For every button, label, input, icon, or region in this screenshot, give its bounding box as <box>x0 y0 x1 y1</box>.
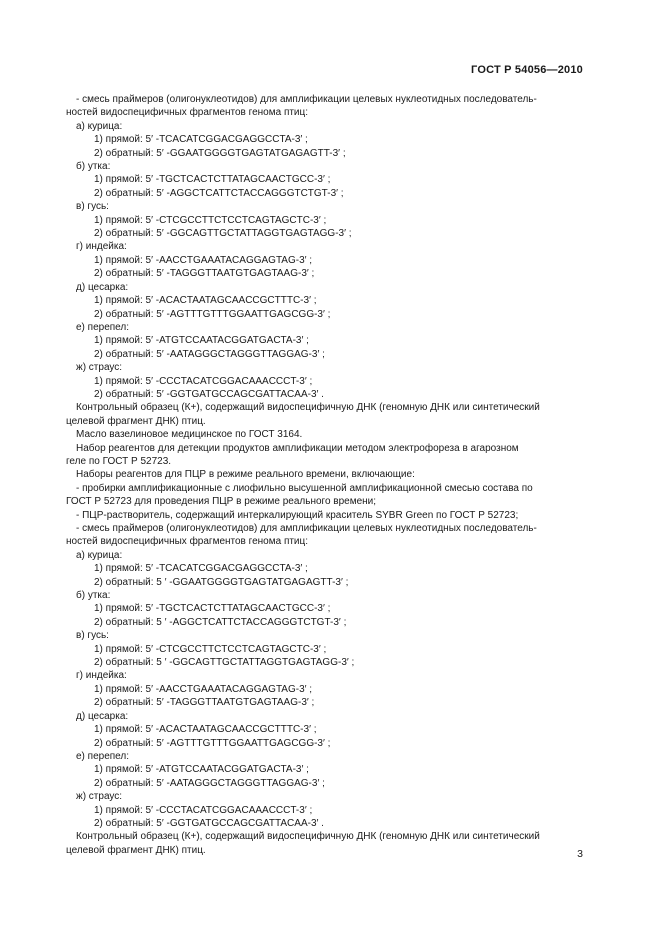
primer-reverse: 2) обратный: 5′ -AGGCTCATTCTACCAGGGTCTGT-3′ ; <box>94 187 344 199</box>
species-label: е) перепел: <box>76 321 130 333</box>
primer-reverse: 2) обратный: 5′ -GGCAGTTGCTATTAGGTGAGTAGG-3′ ; <box>94 228 352 240</box>
primer-reverse: 2) обратный: 5′ -AATAGGGCTAGGGTTAGGAG-3′ ; <box>94 348 325 360</box>
primer-intro: - смесь праймеров (олигонуклеотидов) для амплификации целевых нуклеотидных последователь- <box>76 523 537 534</box>
species-label: г) индейка: <box>76 241 127 253</box>
primer-reverse: 2) обратный: 5′ -AGTTTGTTTGGAATTGAGCGG-3′ ; <box>94 737 331 749</box>
species-label: б) утка: <box>76 161 111 173</box>
primer-forward: 1) прямой: 5′ -TCACATCGGACGAGGCCTA-3′ ; <box>94 563 308 575</box>
species-label: ж) страус: <box>76 362 123 374</box>
primer-forward: 1) прямой: 5′ -CCCTACATCGGACAAACCCT-3′ ; <box>94 804 313 816</box>
primer-forward: 1) прямой: 5′ -ACACTAATAGCAACCGCTTTC-3′ ; <box>94 724 317 736</box>
primer-forward: 1) прямой: 5′ -TGCTCACTCTTATAGCAACTGCC-3′ ; <box>94 603 331 615</box>
pcr-sets: Наборы реагентов для ПЦР в режиме реального времени, включающие: <box>76 469 415 481</box>
species-label: д) цесарка: <box>76 710 129 722</box>
primer-reverse: 2) обратный: 5′ -AATAGGGCTAGGGTTAGGAG-3′ ; <box>94 777 325 789</box>
primer-reverse: 2) обратный: 5′ -GGTGATGCCAGCGATTACAA-3′ . <box>94 388 324 400</box>
species-label: г) индейка: <box>76 670 127 682</box>
primer-forward: 1) прямой: 5′ -CTCGCCTTCTCCTCAGTAGCTC-3′ ; <box>94 643 327 655</box>
control-sample-cont: целевой фрагмент ДНК) птиц. <box>66 415 206 427</box>
primer-reverse: 2) обратный: 5′ -TAGGGTTAATGTGAGTAAG-3′ ; <box>94 268 315 280</box>
page-number: 3 <box>577 848 583 860</box>
amplification-tubes: - пробирки амплификационные с лиофильно высушенной амплификационной смесью состава по <box>76 482 533 494</box>
primer-forward: 1) прямой: 5′ -AACCTGAAATACAGGAGTAG-3′ ; <box>94 683 313 695</box>
primer-forward: 1) прямой: 5′ -ACACTAATAGCAACCGCTTTC-3′ ; <box>94 295 317 307</box>
document-body <box>66 93 586 857</box>
primer-reverse: 2) обратный: 5 ′ -GGCAGTTGCTATTAGGTGAGTAGG-3′ ; <box>94 657 355 669</box>
primer-forward: 1) прямой: 5′ -TGCTCACTCTTATAGCAACTGCC-3′ ; <box>94 174 331 186</box>
primer-intro: - смесь праймеров (олигонуклеотидов) для амплификации целевых нуклеотидных последователь- <box>76 94 537 105</box>
primer-reverse: 2) обратный: 5′ -GGTGATGCCAGCGATTACAA-3′ . <box>94 817 324 829</box>
primer-forward: 1) прямой: 5′ -ATGTCCAATACGGATGACTA-3′ ; <box>94 335 309 347</box>
species-label: е) перепел: <box>76 750 130 762</box>
electrophoresis-kit-cont: геле по ГОСТ Р 52723. <box>66 455 172 467</box>
species-label: д) цесарка: <box>76 281 129 293</box>
species-label: в) гусь: <box>76 630 109 642</box>
primer-intro-cont: ностей видоспецифичных фрагментов генома птиц: <box>66 107 309 119</box>
primer-reverse: 2) обратный: 5 ′ -GGAATGGGGTGAGTATGAGAGTT-3′ ; <box>94 576 349 588</box>
vaseline-oil: Масло вазелиновое медицинское по ГОСТ 3164. <box>76 429 303 441</box>
primer-forward: 1) прямой: 5′ -CCCTACATCGGACAAACCCT-3′ ; <box>94 375 313 387</box>
primer-reverse: 2) обратный: 5′ -AGTTTGTTTGGAATTGAGCGG-3′ ; <box>94 308 331 320</box>
amplification-tubes-cont: ГОСТ Р 52723 для проведения ПЦР в режиме реального времени; <box>66 496 377 508</box>
primer-forward: 1) прямой: 5′ -CTCGCCTTCTCCTCAGTAGCTC-3′ ; <box>94 214 327 226</box>
species-label: ж) страус: <box>76 791 123 803</box>
primer-forward: 1) прямой: 5′ -TCACATCGGACGAGGCCTA-3′ ; <box>94 134 308 146</box>
primer-intro-cont: ностей видоспецифичных фрагментов генома птиц: <box>66 536 309 548</box>
species-label: б) утка: <box>76 590 111 602</box>
species-label: а) курица: <box>76 549 123 561</box>
control-sample: Контрольный образец (К+), содержащий видоспецифичную ДНК (геномную ДНК или синтетический <box>76 831 540 843</box>
control-sample-cont: целевой фрагмент ДНК) птиц. <box>66 844 206 856</box>
control-sample: Контрольный образец (К+), содержащий видоспецифичную ДНК (геномную ДНК или синтетический <box>76 402 540 414</box>
species-label: а) курица: <box>76 120 123 132</box>
electrophoresis-kit: Набор реагентов для детекции продуктов амплификации методом электрофореза в агарозном <box>76 442 519 454</box>
primer-reverse: 2) обратный: 5′ -GGAATGGGGTGAGTATGAGAGTT-3′ ; <box>94 147 346 159</box>
primer-forward: 1) прямой: 5′ -ATGTCCAATACGGATGACTA-3′ ; <box>94 764 309 776</box>
standard-header: ГОСТ Р 54056—2010 <box>471 64 583 76</box>
primer-forward: 1) прямой: 5′ -AACCTGAAATACAGGAGTAG-3′ ; <box>94 254 313 266</box>
primer-reverse: 2) обратный: 5′ -TAGGGTTAATGTGAGTAAG-3′ ; <box>94 697 315 709</box>
species-label: в) гусь: <box>76 201 109 213</box>
pcr-solvent: - ПЦР-растворитель, содержащий интеркалирующий краситель SYBR Green по ГОСТ Р 52723; <box>76 509 519 521</box>
primer-reverse: 2) обратный: 5 ′ -AGGCTCATTCTACCAGGGTCTGT-3′ ; <box>94 616 347 628</box>
